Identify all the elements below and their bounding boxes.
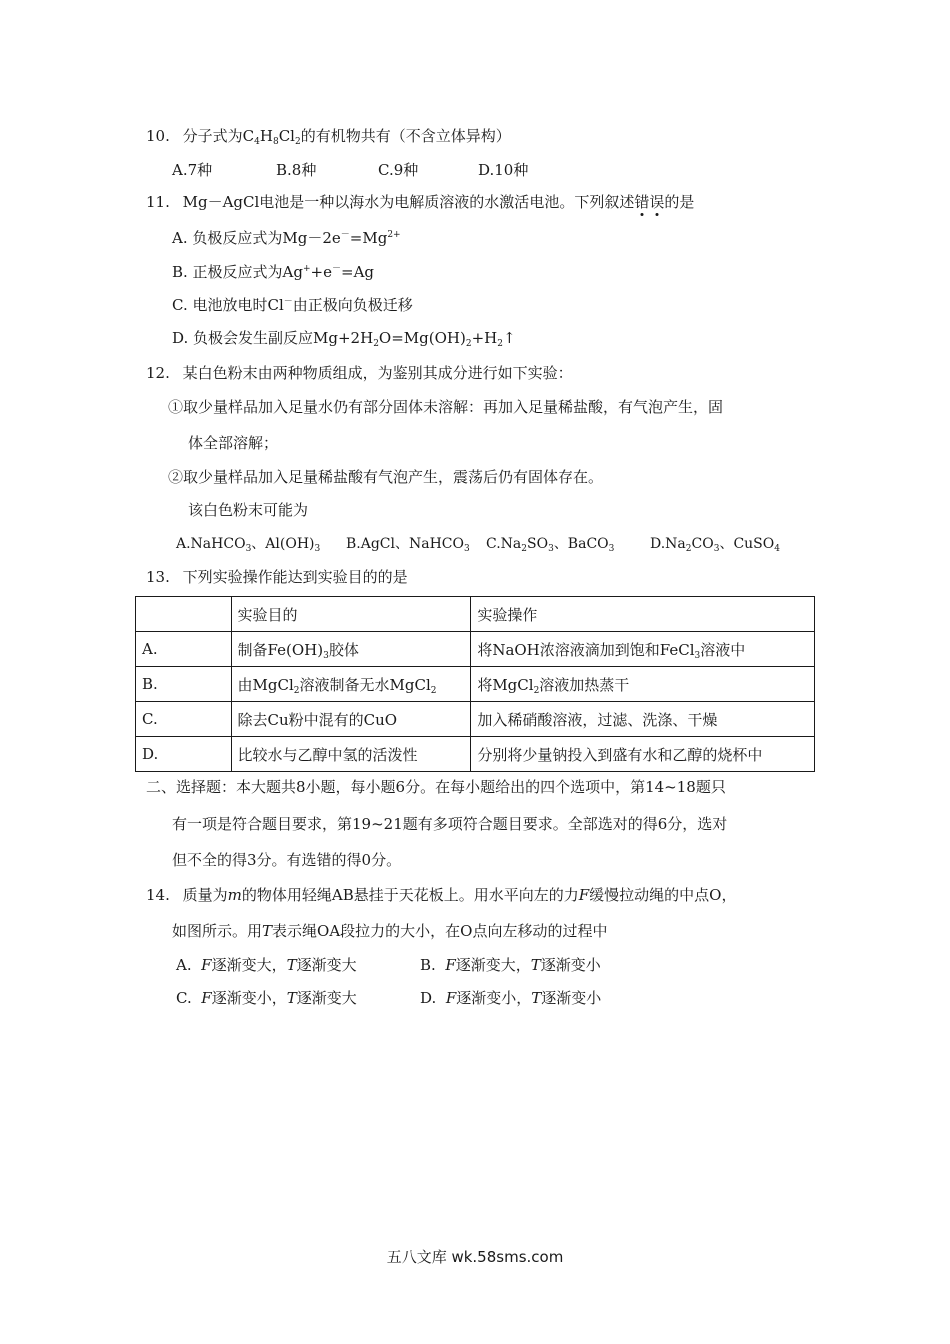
row-label: A. xyxy=(136,632,232,667)
question-12-stem: 12. 某白色粉末由两种物质组成，为鉴别其成分进行如下实验： xyxy=(146,364,573,382)
q12-step-1-cont: 体全部溶解； xyxy=(188,434,279,452)
q14-option-d: D. F逐渐变小，T逐渐变小 xyxy=(420,989,602,1007)
operation-cell: 分别将少量钠投入到盛有水和乙醇的烧杯中 xyxy=(471,737,815,772)
operation-cell: 将NaOH浓溶液滴加到饱和FeCl$_3$溶液中 xyxy=(471,632,815,667)
q10-option-b: B.8种 xyxy=(276,161,317,179)
goal-cell: 比较水与乙醇中氢的活泼性 xyxy=(231,737,471,772)
question-10-stem: 10. 分子式为$C_4H_8Cl_2$的有机物共有（不含立体异构） xyxy=(146,127,511,147)
goal-cell: 制备$Fe(OH)_3$胶体 xyxy=(231,632,471,667)
question-11-stem: 11. Mg－AgCl电池是一种以海水为电解质溶液的水激活电池。下列叙述错误的是 xyxy=(146,193,695,211)
question-14-stem: 14. 质量为m的物体用轻绳AB悬挂于天花板上。用水平向左的力F缓慢拉动绳的中点O， xyxy=(146,886,737,904)
goal-cell: 除去Cu粉中混有的CuO xyxy=(231,702,471,737)
question-number: 10. xyxy=(146,127,170,145)
q12-option-a: A.NaHCO$_3$、$Al(OH)_3$ xyxy=(176,536,321,554)
q11-option-c: C. 电池放电时Cl－由正极向负极迁移 xyxy=(172,296,413,314)
table-row xyxy=(136,702,815,737)
q12-option-d: $D.Na_2CO_3$、CuSO$_4$ xyxy=(650,536,780,554)
q10-option-c: C.9种 xyxy=(378,161,419,179)
question-13-stem: 13. 下列实验操作能达到实验目的的是 xyxy=(146,568,408,586)
row-label: B. xyxy=(136,667,232,702)
q14-option-a: A. F逐渐变大，T逐渐变大 xyxy=(176,956,357,974)
q11-option-b: B. 正极反应式为Ag++e－=Ag xyxy=(172,263,375,281)
table-row xyxy=(136,667,815,702)
q14-option-c: C. F逐渐变小，T逐渐变大 xyxy=(176,989,357,1007)
question-14-stem-cont: 如图所示。用T表示绳OA段拉力的大小，在O点向左移动的过程中 xyxy=(172,922,608,940)
operation-cell: 加入稀硝酸溶液，过滤、洗涤、干燥 xyxy=(471,702,815,737)
question-number: 11. xyxy=(146,193,170,211)
q12-step-1: ①取少量样品加入足量水仍有部分固体未溶解：再加入足量稀盐酸，有气泡产生，固 xyxy=(168,398,724,416)
goal-cell: 由MgCl$_2$溶液制备无水MgCl$_2$ xyxy=(231,667,471,702)
q12-option-c: $C.Na_2SO_3$、BaCO$_3$ xyxy=(486,536,615,554)
q11-option-a: A. 负极反应式为$Mg-2e^-=Mg^{2+}$ xyxy=(172,229,401,247)
row-label: D. xyxy=(136,737,232,772)
table-header-cell: 实验目的 xyxy=(231,597,471,632)
operation-cell: 将MgCl$_2$溶液加热蒸干 xyxy=(471,667,815,702)
q10-option-a: A.7种 xyxy=(172,161,213,179)
table-row xyxy=(136,737,815,772)
section-2-line-3: 但不全的得3分。有选错的得0分。 xyxy=(172,851,402,869)
table-header-row xyxy=(136,597,815,632)
q11-option-d: D. 负极会发生副反应$Mg+2H_2O=Mg(OH)_2+H_2↑$ xyxy=(172,329,516,349)
q12-question: 该白色粉末可能为 xyxy=(188,501,309,519)
q10-option-d: D.10种 xyxy=(478,161,529,179)
experiment-table xyxy=(135,596,815,772)
q14-option-b: B. F逐渐变大，T逐渐变小 xyxy=(420,956,601,974)
question-number: 12. xyxy=(146,364,170,382)
footer-watermark: 五八文库 wk.58sms.com xyxy=(386,1248,564,1266)
q12-step-2: ②取少量样品加入足量稀盐酸有气泡产生，震荡后仍有固体存在。 xyxy=(168,468,604,486)
table-header-cell: 实验操作 xyxy=(471,597,815,632)
table-row xyxy=(136,632,815,667)
q12-option-b: B.AgCl、NaHCO$_3$ xyxy=(346,536,470,554)
row-label: C. xyxy=(136,702,232,737)
section-2-heading: 二、选择题：本大题共8小题，每小题6分。在每小题给出的四个选项中，第14~18题只 xyxy=(146,778,726,796)
section-2-line-2: 有一项是符合题目要求，第19~21题有多项符合题目要求。全部选对的得6分，选对 xyxy=(172,815,728,833)
question-number: 13. xyxy=(146,568,170,586)
question-number: 14. xyxy=(146,886,170,904)
table-header-cell xyxy=(136,597,232,632)
